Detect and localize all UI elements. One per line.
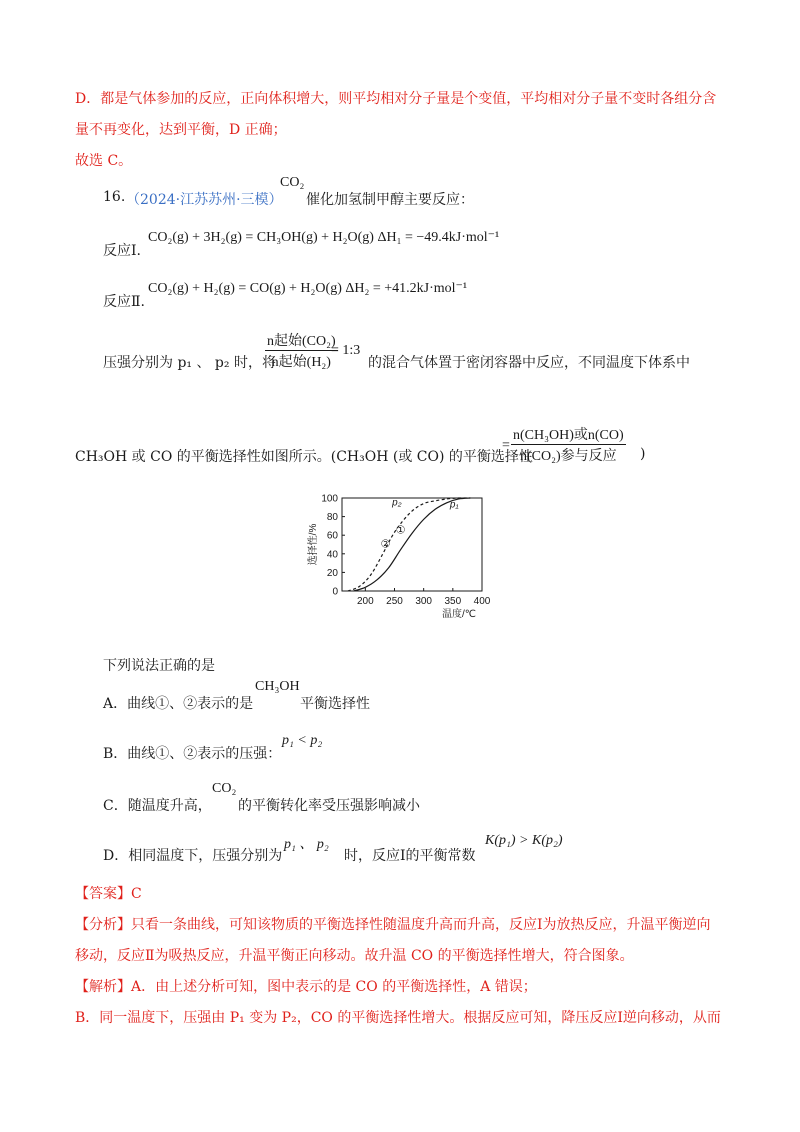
option-d-tail: 时，反应Ⅰ的平衡常数: [344, 848, 476, 864]
option-a[interactable]: [103, 693, 253, 713]
question-number: 16.: [103, 189, 126, 205]
series-name-label: p₁: [449, 499, 459, 511]
analysis-line2: 移动，反应Ⅱ为吸热反应，升温平衡正向移动。故升温 CO 的平衡选择性增大，符合图象。: [75, 948, 634, 964]
y-tick-label: 60: [326, 530, 338, 542]
ratio-numerator: n起始(CO₂): [265, 330, 338, 351]
option-c-formula: CO₂: [212, 781, 237, 796]
explanation-line-b: B．同一温度下，压强由 P₁ 变为 P₂，CO 的平衡选择性增大。根据反应可知，降压反应Ⅰ逆向移动，从而: [75, 1010, 721, 1026]
x-tick-label: 300: [415, 596, 433, 607]
series-marker-label: ①: [395, 524, 406, 537]
option-d[interactable]: [103, 845, 282, 865]
question-prompt: 下列说法正确的是: [103, 658, 215, 674]
series-line-1: [348, 498, 470, 591]
option-d-text: 相同温度下，压强分别为: [128, 848, 283, 864]
selectivity-numerator: n(CH₃OH)或n(CO): [511, 424, 626, 445]
answer-value: C: [131, 886, 142, 902]
option-b-text: 曲线①、②表示的压强：: [127, 746, 282, 762]
x-tick-label: 400: [473, 596, 491, 607]
y-tick-label: 100: [321, 493, 338, 505]
answer-label: 【答案】: [75, 886, 131, 902]
selectivity-definition-prefix: CH₃OH 或 CO 的平衡选择性如图所示。(CH₃OH (或 CO) 的平衡选择性: [75, 449, 533, 465]
option-d-explanation-line1: D．都是气体参加的反应，正向体积增大，则平均相对分子量是个变值，平均相对分子量不变时各组分含: [75, 91, 717, 107]
selectivity-chart: [296, 484, 506, 622]
option-a-tail: 平衡选择性: [300, 696, 370, 712]
option-c-tail: 的平衡转化率受压强影响减小: [238, 798, 420, 814]
selectivity-denominator: n(CO₂)参与反应: [520, 449, 617, 464]
analysis-text-1: 只看一条曲线，可知该物质的平衡选择性随温度升高而升高，反应Ⅰ为放热反应，升温平衡逆向: [131, 917, 711, 933]
reaction-1-equation: CO₂(g) + 3H₂(g) = CH₃OH(g) + H₂O(g) ΔH₁ = −49.4kJ·mol⁻¹: [148, 230, 500, 245]
series-marker-label: ②: [380, 538, 391, 551]
co2-formula: CO₂: [280, 175, 305, 190]
plot-frame: [342, 498, 482, 591]
x-tick-label: 250: [386, 596, 403, 607]
answer-line: [75, 883, 142, 903]
option-b-letter: B．: [103, 746, 128, 762]
selectivity-fraction: [511, 424, 626, 465]
option-d-explanation-line2: 量不再变化，达到平衡，D 正确；: [75, 122, 287, 138]
selectivity-definition-suffix: ): [640, 446, 646, 462]
series-name-label: p₂: [392, 497, 402, 509]
option-b-formula: p₁ < p₂: [282, 733, 323, 748]
question-source: （2024·江苏苏州·三模）: [126, 192, 283, 208]
option-c-text: 随温度升高，: [127, 798, 212, 814]
ratio-value: = 1:3: [331, 343, 361, 358]
y-tick-label: 80: [326, 512, 338, 524]
reaction-2-equation: CO₂(g) + H₂(g) = CO(g) + H₂O(g) ΔH₂ = +41.2kJ·mol⁻¹: [148, 281, 468, 296]
option-d-tail-formula: K(p₁) > K(p₂): [485, 833, 563, 848]
initial-ratio-fraction: [265, 330, 338, 371]
x-tick-label: 350: [444, 596, 462, 607]
option-a-text: 曲线①、②表示的是: [127, 696, 254, 712]
option-c-letter: C．: [103, 798, 128, 814]
option-d-formula: p₁ 、 p₂: [284, 837, 329, 852]
explanation-label: 【解析】: [75, 979, 131, 995]
reaction-1-label: 反应Ⅰ.: [103, 243, 141, 259]
selectivity-equals: =: [502, 438, 510, 453]
y-tick-label: 20: [326, 567, 338, 579]
analysis-label: 【分析】: [75, 917, 131, 933]
x-tick-label: 200: [356, 596, 374, 607]
explanation-line-a: [75, 976, 537, 996]
choose-answer-line: 故选 C。: [75, 153, 133, 169]
y-axis-label: 选择性/%: [308, 523, 319, 566]
reaction-2-label: 反应Ⅱ.: [103, 294, 145, 310]
condition-suffix: 的混合气体置于密闭容器中反应，不同温度下体系中: [368, 355, 690, 371]
option-a-letter: A．: [103, 696, 128, 712]
y-tick-label: 40: [326, 549, 338, 561]
y-tick-label: 0: [332, 586, 338, 598]
condition-prefix: 压强分别为 p₁ 、 p₂ 时，将: [103, 355, 276, 371]
x-axis-label: 温度/℃: [441, 609, 476, 620]
option-a-formula: CH₃OH: [255, 679, 300, 694]
option-d-letter: D．: [103, 848, 129, 864]
explanation-a-text: A．由上述分析可知，图中表示的是 CO 的平衡选择性，A 错误；: [131, 979, 537, 995]
question-intro: 催化加氢制甲醇主要反应：: [306, 192, 474, 208]
series-line-2: [354, 498, 471, 591]
ratio-denominator: n起始(H₂): [271, 355, 331, 370]
option-c[interactable]: [103, 795, 212, 815]
analysis-line1: [75, 914, 711, 934]
option-b[interactable]: [103, 743, 281, 763]
